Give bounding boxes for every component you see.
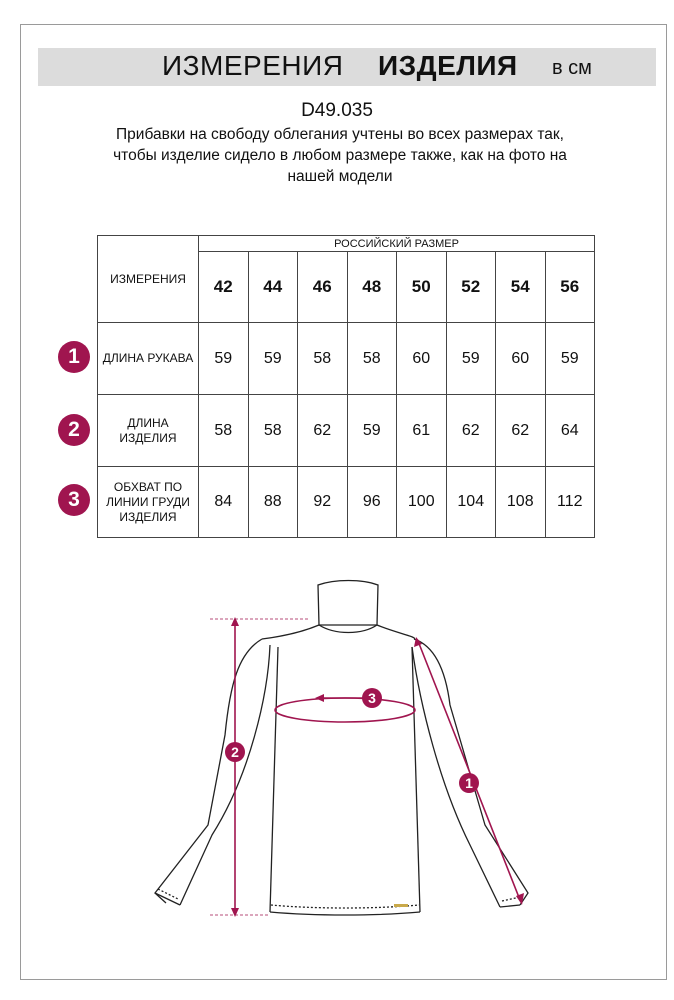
table-cell: 88 [248,467,298,538]
table-cell: 59 [347,395,397,467]
row-label-sleeve-length: ДЛИНА РУКАВА [98,323,199,395]
title-measurements: ИЗМЕРЕНИЯ [162,50,344,81]
title-unit: в см [552,57,592,79]
marker-2 [225,742,245,762]
size-header: 46 [298,252,348,323]
table-cell: 64 [545,395,595,467]
row-label-chest-girth: ОБХВАТ ПО ЛИНИИ ГРУДИ ИЗДЕЛИЯ [98,467,199,538]
brand-tag [394,904,408,907]
table-cell: 59 [248,323,298,395]
table-cell: 108 [496,467,546,538]
garment-outline [155,581,528,916]
marker-3 [362,688,382,708]
table-cell: 58 [199,395,249,467]
table-cell: 60 [397,323,447,395]
table-cell: 84 [199,467,249,538]
marker-1-label: 1 [465,775,473,791]
table-cell: 62 [496,395,546,467]
table-corner-label: ИЗМЕРЕНИЯ [98,236,199,323]
fit-note: Прибавки на свободу облегания учтены во всех размерах так, чтобы изделие сидело в любом размере также, как на фото на нашей модели [113,126,567,185]
size-header: 56 [545,252,595,323]
table-cell: 62 [446,395,496,467]
turtleneck-sketch [150,575,550,920]
table-cell: 59 [199,323,249,395]
table-cell: 60 [496,323,546,395]
size-header: 44 [248,252,298,323]
row-label-garment-length: ДЛИНА ИЗДЕЛИЯ [98,395,199,467]
size-header: 54 [496,252,546,323]
table-cell: 58 [248,395,298,467]
table-row [98,395,595,467]
table-cell: 61 [397,395,447,467]
table-cell: 59 [545,323,595,395]
marker-1 [459,773,479,793]
table-cell: 96 [347,467,397,538]
russian-size-header: РОССИЙСКИЙ РАЗМЕР [199,236,595,252]
size-header: 50 [397,252,447,323]
table-cell: 62 [298,395,348,467]
measurement-lines [210,617,524,917]
row-number-badge: 1 [58,341,90,373]
table-row [98,323,595,395]
size-header: 52 [446,252,496,323]
size-header: 42 [199,252,249,323]
table-cell: 58 [347,323,397,395]
size-header: 48 [347,252,397,323]
table-cell: 59 [446,323,496,395]
row-number-badge: 2 [58,414,90,446]
table-cell: 112 [545,467,595,538]
table-cell: 100 [397,467,447,538]
row-number-badge: 3 [58,484,90,516]
marker-3-label: 3 [368,690,376,706]
table-cell: 58 [298,323,348,395]
article-code: D49.035 [301,100,373,121]
size-table [97,235,595,538]
title-garment: ИЗДЕЛИЯ [378,50,518,81]
table-cell: 92 [298,467,348,538]
table-cell: 104 [446,467,496,538]
marker-2-label: 2 [231,744,239,760]
table-row [98,467,595,538]
